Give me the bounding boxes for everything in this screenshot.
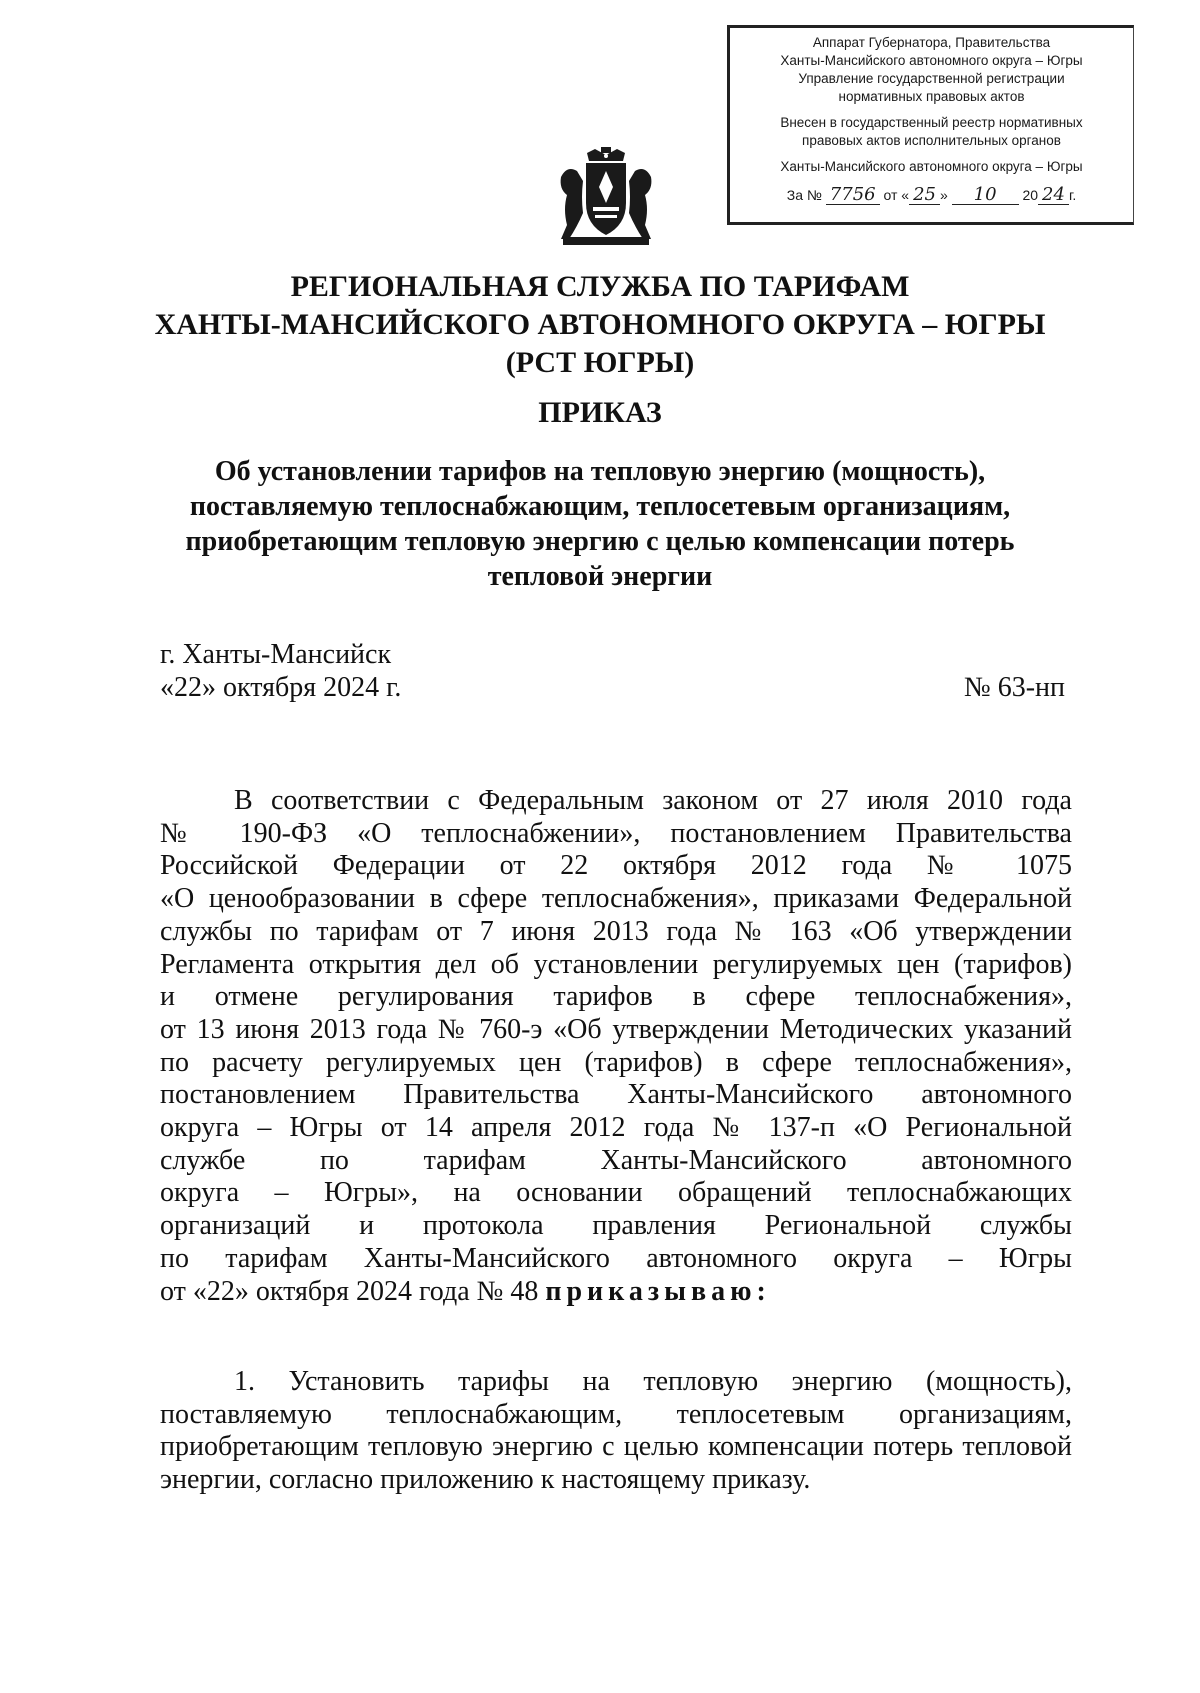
paragraph-line: приобретающим тепловую энергию с целью компенсации потерь тепловой xyxy=(160,1431,1072,1463)
paragraph-line: поставляемую теплоснабжающим, теплосетевым организациям, xyxy=(160,1398,1072,1430)
stamp-line: нормативных правовых актов xyxy=(838,89,1025,104)
subject-line: приобретающим тепловую энергию с целью компенсации потерь xyxy=(185,526,1015,557)
org-line: (РСТ ЮГРЫ) xyxy=(505,346,695,379)
paragraph-line: Регламента открытия дел об установлении регулируемых цен (тарифов) xyxy=(160,948,1072,980)
decision-reference: от «22» октября 2024 года № 48 xyxy=(160,1275,539,1307)
org-line: РЕГИОНАЛЬНАЯ СЛУЖБА ПО ТАРИФАМ xyxy=(290,270,910,303)
stamp-line: правовых актов исполнительных органов xyxy=(802,133,1061,148)
stamp-line: Управление государственной регистрации xyxy=(798,71,1065,86)
stamp-line: Ханты-Мансийского автономного округа – Югры xyxy=(780,159,1083,174)
paragraph-line: В соответствии с Федеральным законом от 27 июля 2010 года xyxy=(234,785,1072,816)
paragraph-line: № 190-ФЗ «О теплоснабжении», постановлением Правительства xyxy=(160,817,1072,849)
paragraph-last-line: энергии, согласно приложению к настоящему приказу. xyxy=(160,1464,811,1496)
reg-g: г. xyxy=(1068,187,1077,203)
order-verb: приказываю: xyxy=(545,1275,771,1307)
paragraph-line: постановлением Правительства Ханты-Мансийского автономного xyxy=(160,1079,1072,1111)
paragraph-line: 1. Установить тарифы на тепловую энергию (мощность), xyxy=(234,1366,1072,1397)
reg-month: 10 xyxy=(952,186,1019,205)
stamp-line: Аппарат Губернатора, Правительства xyxy=(812,35,1051,50)
organization-name xyxy=(0,268,1200,382)
reg-from: от « xyxy=(883,187,910,203)
reg-day: 25 xyxy=(909,186,940,205)
place: г. Ханты-Мансийск xyxy=(160,639,392,670)
document-type: ПРИКАЗ xyxy=(538,396,662,429)
paragraph-line: Российской Федерации от 22 октября 2012 года № 1075 xyxy=(160,850,1072,882)
document-subject xyxy=(0,454,1200,594)
coat-of-arms-icon xyxy=(557,147,655,247)
stamp-registration-number xyxy=(730,186,1133,205)
paragraph-line: «О ценообразовании в сфере теплоснабжения», приказами Федеральной xyxy=(160,883,1072,915)
paragraph-line: по расчету регулируемых цен (тарифов) в сфере теплоснабжения», xyxy=(160,1046,1072,1078)
paragraph-line: округа – Югры от 14 апреля 2012 года № 137-п «О Региональной xyxy=(160,1112,1072,1144)
subject-line: тепловой энергии xyxy=(487,561,713,592)
reg-close: » xyxy=(939,187,948,203)
preamble-paragraph xyxy=(160,785,1072,1308)
subject-line: Об установлении тарифов на тепловую энергию (мощность), xyxy=(214,456,986,487)
subject-line: поставляемую теплоснабжающим, теплосетевым организациям, xyxy=(189,491,1011,522)
paragraph-line: организаций и протокола правления Региональной службы xyxy=(160,1210,1072,1242)
stamp-line: Внесен в государственный реестр нормативных xyxy=(780,115,1083,130)
registration-stamp xyxy=(727,25,1134,225)
paragraph-line: округа – Югры», на основании обращений теплоснабжающих xyxy=(160,1177,1072,1209)
stamp-line: Ханты-Мансийского автономного округа – Югры xyxy=(780,53,1083,68)
paragraph-line: от 13 июня 2013 года № 760-э «Об утверждении Методических указаний xyxy=(160,1013,1072,1045)
org-line: ХАНТЫ-МАНСИЙСКОГО АВТОНОМНОГО ОКРУГА – ЮГРЫ xyxy=(154,308,1046,341)
paragraph-last-line xyxy=(160,1276,1072,1309)
paragraph-line: и отмене регулирования тарифов в сфере теплоснабжения», xyxy=(160,981,1072,1013)
document-number: № 63-нп xyxy=(963,672,1065,703)
document-date: «22» октября 2024 г. xyxy=(160,672,402,703)
clause-1-paragraph xyxy=(160,1366,1072,1497)
reg-prefix: За № xyxy=(786,187,822,203)
paragraph-line: по тарифам Ханты-Мансийского автономного округа – Югры xyxy=(160,1242,1072,1274)
reg-number: 7756 xyxy=(826,186,880,205)
reg-year: 24 xyxy=(1038,186,1069,205)
paragraph-line: службы по тарифам от 7 июня 2013 года № 163 «Об утверждении xyxy=(160,915,1072,947)
paragraph-line: службе по тарифам Ханты-Мансийского автономного xyxy=(160,1144,1072,1176)
reg-year-prefix: 20 xyxy=(1022,187,1039,203)
